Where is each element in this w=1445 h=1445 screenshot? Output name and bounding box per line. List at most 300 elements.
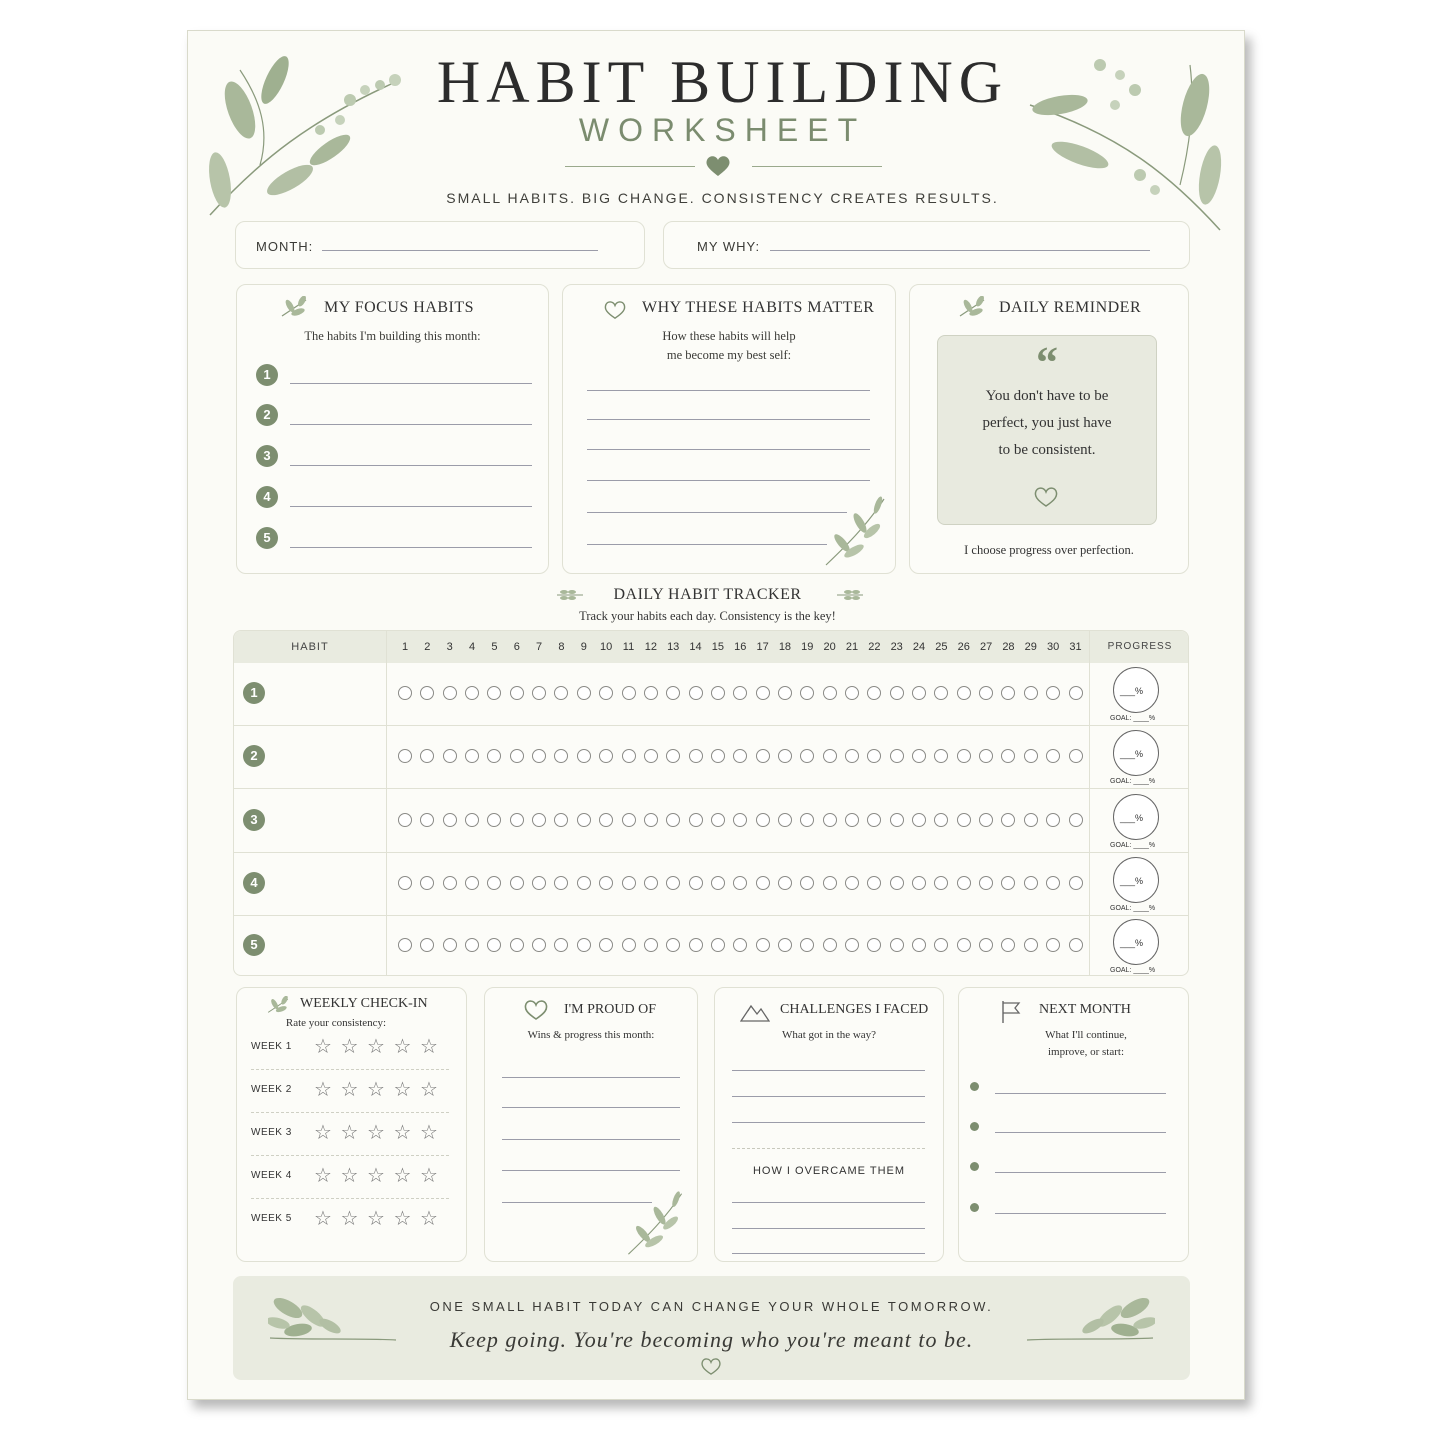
day-checkbox[interactable] [577, 813, 591, 827]
day-number: 6 [513, 641, 520, 653]
day-checkbox[interactable] [957, 813, 971, 827]
progress-column-header: PROGRESS [1107, 641, 1173, 652]
day-checkbox[interactable] [957, 749, 971, 763]
challenges-line[interactable] [732, 1122, 925, 1123]
divider-left [565, 166, 695, 167]
day-checkbox[interactable] [912, 938, 926, 952]
focus-habit-line[interactable] [290, 547, 532, 548]
rating-star-icon[interactable]: ☆ [420, 1120, 438, 1144]
day-checkbox[interactable] [532, 876, 546, 890]
day-checkbox[interactable] [912, 686, 926, 700]
focus-habit-line[interactable] [290, 506, 532, 507]
day-checkbox[interactable] [644, 876, 658, 890]
focus-habit-number: 1 [256, 364, 278, 386]
row-divider [234, 852, 1189, 853]
habit-row-number: 2 [243, 745, 265, 767]
day-checkbox[interactable] [756, 686, 770, 700]
proud-of-line[interactable] [502, 1170, 680, 1171]
habit-row-number: 5 [243, 934, 265, 956]
habit-name-cell[interactable] [274, 869, 379, 897]
page-title: HABIT BUILDING [436, 49, 1009, 115]
day-checkbox[interactable] [800, 749, 814, 763]
day-checkbox[interactable] [644, 813, 658, 827]
progress-percent: ___% [1120, 749, 1144, 759]
rating-star-icon[interactable]: ☆ [393, 1120, 412, 1144]
heart-outline-icon [1033, 486, 1059, 508]
month-input-line[interactable] [322, 250, 598, 251]
day-number: 21 [845, 641, 859, 653]
day-checkbox[interactable] [800, 813, 814, 827]
heart-outline-icon [603, 300, 627, 320]
day-checkbox[interactable] [934, 813, 948, 827]
day-checkbox[interactable] [733, 813, 747, 827]
day-number: 2 [424, 641, 431, 653]
day-checkbox[interactable] [733, 938, 747, 952]
day-checkbox[interactable] [487, 876, 501, 890]
day-checkbox[interactable] [1069, 686, 1083, 700]
rating-star-icon[interactable]: ☆ [420, 1034, 438, 1058]
day-checkbox[interactable] [1069, 813, 1083, 827]
day-number: 19 [801, 641, 814, 653]
day-checkbox[interactable] [622, 749, 636, 763]
next-month-line[interactable] [995, 1132, 1166, 1133]
day-checkbox[interactable] [867, 876, 881, 890]
weekly-checkin-title: WEEKLY CHECK-IN [300, 996, 428, 1011]
habit-tracker-table [233, 630, 1189, 976]
day-checkbox[interactable] [756, 813, 770, 827]
day-checkbox[interactable] [756, 876, 770, 890]
row-divider [234, 725, 1189, 726]
rating-star-icon[interactable]: ☆ [314, 1077, 332, 1101]
day-checkbox[interactable] [823, 749, 837, 763]
week-divider [251, 1155, 449, 1156]
focus-habit-number: 2 [256, 404, 278, 426]
day-number: 7 [536, 641, 543, 653]
day-checkbox[interactable] [1024, 938, 1038, 952]
week-divider [251, 1112, 449, 1113]
day-number: 15 [711, 641, 725, 653]
day-checkbox[interactable] [599, 876, 613, 890]
day-number: 31 [1069, 641, 1082, 653]
proud-of-line[interactable] [502, 1107, 680, 1108]
day-checkbox[interactable] [577, 876, 591, 890]
day-number: 22 [868, 641, 881, 653]
day-number: 14 [689, 641, 702, 653]
day-number: 24 [912, 641, 926, 653]
rating-star-icon[interactable]: ☆ [393, 1077, 412, 1101]
day-checkbox[interactable] [845, 813, 859, 827]
day-checkbox[interactable] [823, 876, 837, 890]
day-checkbox[interactable] [845, 749, 859, 763]
next-month-bullet [970, 1162, 979, 1171]
footer-caps-text: ONE SMALL HABIT TODAY CAN CHANGE YOUR WHOLE TOMORROW. [429, 1299, 994, 1314]
focus-habit-line[interactable] [290, 383, 532, 384]
day-checkbox[interactable] [689, 749, 703, 763]
day-number: 12 [644, 641, 657, 653]
overcame-label: HOW I OVERCAME THEM [752, 1165, 906, 1177]
day-number: 29 [1024, 641, 1037, 653]
rating-star-icon[interactable]: ☆ [420, 1163, 438, 1187]
day-checkbox[interactable] [934, 749, 948, 763]
day-checkbox[interactable] [778, 749, 792, 763]
day-checkbox[interactable] [420, 813, 434, 827]
day-checkbox[interactable] [1046, 749, 1060, 763]
day-checkbox[interactable] [845, 876, 859, 890]
week-label: WEEK 5 [251, 1213, 292, 1224]
day-checkbox[interactable] [800, 938, 814, 952]
day-checkbox[interactable] [622, 813, 636, 827]
day-number: 5 [491, 641, 498, 653]
day-checkbox[interactable] [420, 686, 434, 700]
mountain-icon [740, 1002, 770, 1022]
day-checkbox[interactable] [890, 813, 904, 827]
day-checkbox[interactable] [398, 876, 412, 890]
rating-star-icon[interactable]: ☆ [367, 1206, 385, 1230]
day-checkbox[interactable] [1069, 749, 1083, 763]
footer-script-text: Keep going. You're becoming who you're meant to be. [449, 1327, 974, 1352]
focus-habits-title: MY FOCUS HABITS [324, 299, 475, 316]
day-checkbox[interactable] [666, 813, 680, 827]
week-divider [251, 1069, 449, 1070]
tracker-title: DAILY HABIT TRACKER [613, 586, 802, 603]
day-checkbox[interactable] [465, 813, 479, 827]
day-checkbox[interactable] [1046, 938, 1060, 952]
day-checkbox[interactable] [510, 749, 524, 763]
day-checkbox[interactable] [1069, 876, 1083, 890]
focus-habit-line[interactable] [290, 465, 532, 466]
next-month-line[interactable] [995, 1213, 1166, 1214]
rating-star-icon[interactable]: ☆ [393, 1206, 412, 1230]
day-checkbox[interactable] [800, 686, 814, 700]
day-checkbox[interactable] [644, 686, 658, 700]
rating-star-icon[interactable]: ☆ [340, 1077, 359, 1101]
day-checkbox[interactable] [465, 749, 479, 763]
day-checkbox[interactable] [644, 749, 658, 763]
day-checkbox[interactable] [778, 876, 792, 890]
day-checkbox[interactable] [756, 938, 770, 952]
day-checkbox[interactable] [1024, 876, 1038, 890]
day-checkbox[interactable] [979, 876, 993, 890]
challenges-subtitle: What got in the way? [781, 1029, 877, 1041]
day-checkbox[interactable] [867, 938, 881, 952]
next-month-bullet [970, 1082, 979, 1091]
day-checkbox[interactable] [644, 938, 658, 952]
day-checkbox[interactable] [487, 938, 501, 952]
habit-row-number: 1 [243, 682, 265, 704]
day-checkbox[interactable] [1024, 686, 1038, 700]
day-checkbox[interactable] [957, 938, 971, 952]
row-divider [234, 915, 1189, 916]
rating-star-icon[interactable]: ☆ [420, 1077, 438, 1101]
rating-star-icon[interactable]: ☆ [340, 1034, 359, 1058]
progress-goal: GOAL: ____% [1110, 842, 1156, 849]
day-checkbox[interactable] [1046, 686, 1060, 700]
day-checkbox[interactable] [443, 813, 457, 827]
focus-habit-line[interactable] [290, 424, 532, 425]
day-checkbox[interactable] [554, 876, 568, 890]
day-checkbox[interactable] [1024, 813, 1038, 827]
day-checkbox[interactable] [689, 876, 703, 890]
day-checkbox[interactable] [465, 686, 479, 700]
proud-of-title: I'M PROUD OF [564, 1002, 656, 1017]
progress-percent: ___% [1120, 876, 1144, 886]
month-label: MONTH: [256, 239, 314, 254]
day-checkbox[interactable] [532, 749, 546, 763]
rating-star-icon[interactable]: ☆ [314, 1034, 332, 1058]
day-checkbox[interactable] [599, 938, 613, 952]
day-checkbox[interactable] [622, 686, 636, 700]
day-checkbox[interactable] [666, 686, 680, 700]
overcame-line[interactable] [732, 1228, 925, 1229]
day-checkbox[interactable] [1001, 749, 1015, 763]
habit-row-number: 4 [243, 872, 265, 894]
day-number: 20 [823, 641, 836, 653]
rating-star-icon[interactable]: ☆ [340, 1120, 359, 1144]
rating-star-icon[interactable]: ☆ [367, 1120, 385, 1144]
day-checkbox[interactable] [823, 686, 837, 700]
day-checkbox[interactable] [890, 749, 904, 763]
day-checkbox[interactable] [398, 686, 412, 700]
overcame-line[interactable] [732, 1253, 925, 1254]
day-checkbox[interactable] [934, 938, 948, 952]
sprig-icon [958, 296, 986, 318]
proud-of-line[interactable] [502, 1077, 680, 1078]
day-checkbox[interactable] [778, 938, 792, 952]
day-number: 16 [734, 641, 747, 653]
day-checkbox[interactable] [733, 876, 747, 890]
day-checkbox[interactable] [711, 938, 725, 952]
day-checkbox[interactable] [823, 938, 837, 952]
challenges-divider [732, 1148, 925, 1149]
quote-line-2: perfect, you just have [982, 415, 1112, 431]
day-checkbox[interactable] [689, 686, 703, 700]
day-checkbox[interactable] [912, 813, 926, 827]
day-checkbox[interactable] [733, 749, 747, 763]
day-checkbox[interactable] [778, 686, 792, 700]
day-checkbox[interactable] [577, 749, 591, 763]
day-checkbox[interactable] [778, 813, 792, 827]
laurel-right-icon [835, 588, 865, 602]
day-number: 9 [580, 641, 587, 653]
day-checkbox[interactable] [443, 938, 457, 952]
progress-goal: GOAL: ____% [1110, 905, 1156, 912]
day-checkbox[interactable] [890, 876, 904, 890]
day-checkbox[interactable] [420, 938, 434, 952]
day-checkbox[interactable] [510, 876, 524, 890]
day-checkbox[interactable] [1001, 686, 1015, 700]
day-checkbox[interactable] [867, 749, 881, 763]
day-checkbox[interactable] [398, 813, 412, 827]
day-checkbox[interactable] [1001, 876, 1015, 890]
rating-star-icon[interactable]: ☆ [393, 1163, 412, 1187]
day-checkbox[interactable] [443, 686, 457, 700]
proud-of-subtitle: Wins & progress this month: [527, 1029, 655, 1041]
rating-star-icon[interactable]: ☆ [340, 1206, 359, 1230]
progress-percent: ___% [1120, 813, 1144, 823]
day-checkbox[interactable] [934, 686, 948, 700]
day-checkbox[interactable] [398, 938, 412, 952]
day-number: 18 [778, 641, 792, 653]
day-checkbox[interactable] [420, 749, 434, 763]
week-label: WEEK 4 [251, 1170, 292, 1181]
day-checkbox[interactable] [1024, 749, 1038, 763]
weekly-checkin-subtitle: Rate your consistency: [285, 1017, 387, 1029]
day-checkbox[interactable] [867, 813, 881, 827]
leaf-sprig-icon [622, 1190, 688, 1256]
day-checkbox[interactable] [532, 686, 546, 700]
day-checkbox[interactable] [934, 876, 948, 890]
focus-habit-number: 3 [256, 445, 278, 467]
day-checkbox[interactable] [599, 686, 613, 700]
week-label: WEEK 1 [251, 1041, 292, 1052]
day-checkbox[interactable] [554, 813, 568, 827]
rating-star-icon[interactable]: ☆ [340, 1163, 359, 1187]
day-checkbox[interactable] [1046, 876, 1060, 890]
rating-star-icon[interactable]: ☆ [393, 1034, 412, 1058]
day-number: 4 [468, 641, 476, 653]
day-checkbox[interactable] [890, 938, 904, 952]
day-checkbox[interactable] [487, 686, 501, 700]
day-checkbox[interactable] [689, 813, 703, 827]
why-matter-line[interactable] [587, 544, 827, 545]
day-checkbox[interactable] [912, 749, 926, 763]
day-checkbox[interactable] [532, 938, 546, 952]
next-month-line[interactable] [995, 1093, 1166, 1094]
day-checkbox[interactable] [711, 813, 725, 827]
quote-line-3: to be consistent. [998, 442, 1096, 458]
day-checkbox[interactable] [510, 686, 524, 700]
day-checkbox[interactable] [979, 749, 993, 763]
rating-star-icon[interactable]: ☆ [314, 1163, 332, 1187]
day-checkbox[interactable] [420, 876, 434, 890]
day-checkbox[interactable] [845, 938, 859, 952]
day-checkbox[interactable] [957, 876, 971, 890]
day-checkbox[interactable] [867, 686, 881, 700]
day-checkbox[interactable] [532, 813, 546, 827]
day-number: 3 [446, 641, 453, 653]
day-checkbox[interactable] [711, 686, 725, 700]
progress-goal: GOAL: ____% [1110, 778, 1156, 785]
rating-star-icon[interactable]: ☆ [367, 1163, 385, 1187]
day-checkbox[interactable] [711, 876, 725, 890]
day-checkbox[interactable] [577, 686, 591, 700]
habit-name-cell[interactable] [274, 679, 379, 707]
sprig-icon [280, 296, 308, 318]
day-checkbox[interactable] [756, 749, 770, 763]
day-checkbox[interactable] [979, 686, 993, 700]
why-matter-line[interactable] [587, 390, 870, 391]
day-checkbox[interactable] [465, 938, 479, 952]
day-checkbox[interactable] [599, 749, 613, 763]
progress-percent: ___% [1120, 938, 1144, 948]
rating-star-icon[interactable]: ☆ [367, 1034, 385, 1058]
day-checkbox[interactable] [599, 813, 613, 827]
day-checkbox[interactable] [487, 813, 501, 827]
reminder-caption: I choose progress over perfection. [964, 543, 1134, 557]
day-number: 17 [756, 641, 769, 653]
next-month-title: NEXT MONTH [1039, 1002, 1131, 1017]
day-checkbox[interactable] [823, 813, 837, 827]
challenges-line[interactable] [732, 1070, 925, 1071]
overcame-line[interactable] [732, 1202, 925, 1203]
day-checkbox[interactable] [398, 749, 412, 763]
week-divider [251, 1198, 449, 1199]
day-checkbox[interactable] [666, 938, 680, 952]
page-subtitle: WORKSHEET [578, 112, 867, 148]
day-checkbox[interactable] [890, 686, 904, 700]
habit-name-cell[interactable] [274, 806, 379, 834]
day-checkbox[interactable] [510, 813, 524, 827]
rating-star-icon[interactable]: ☆ [314, 1120, 332, 1144]
day-checkbox[interactable] [510, 938, 524, 952]
week-label: WEEK 2 [251, 1084, 292, 1095]
sprig-icon [266, 996, 290, 1014]
why-matter-line[interactable] [587, 419, 870, 420]
habit-name-cell[interactable] [274, 742, 379, 770]
habit-name-cell[interactable] [274, 931, 379, 959]
next-month-line[interactable] [995, 1172, 1166, 1173]
day-checkbox[interactable] [666, 749, 680, 763]
day-checkbox[interactable] [666, 876, 680, 890]
day-checkbox[interactable] [1069, 938, 1083, 952]
day-checkbox[interactable] [800, 876, 814, 890]
day-number: 28 [1002, 641, 1015, 653]
day-checkbox[interactable] [577, 938, 591, 952]
day-number: 10 [600, 641, 613, 653]
rating-star-icon[interactable]: ☆ [314, 1206, 332, 1230]
day-number: 26 [957, 641, 970, 653]
next-month-subtitle-2: improve, or start: [1047, 1046, 1125, 1058]
tracker-subtitle: Track your habits each day. Consistency is the key! [579, 609, 836, 623]
day-checkbox[interactable] [912, 876, 926, 890]
day-checkbox[interactable] [957, 686, 971, 700]
why-input-line[interactable] [770, 250, 1150, 251]
day-checkbox[interactable] [554, 938, 568, 952]
challenges-line[interactable] [732, 1096, 925, 1097]
why-matter-line[interactable] [587, 512, 847, 513]
day-number: 8 [558, 641, 565, 653]
day-checkbox[interactable] [465, 876, 479, 890]
challenges-title: CHALLENGES I FACED [780, 1002, 929, 1017]
day-checkbox[interactable] [845, 686, 859, 700]
why-matter-line[interactable] [587, 449, 870, 450]
day-checkbox[interactable] [554, 749, 568, 763]
day-checkbox[interactable] [554, 686, 568, 700]
why-matter-line[interactable] [587, 480, 870, 481]
day-checkbox[interactable] [1001, 813, 1015, 827]
next-month-bullet [970, 1203, 979, 1212]
day-checkbox[interactable] [1046, 813, 1060, 827]
proud-of-line[interactable] [502, 1139, 680, 1140]
day-checkbox[interactable] [1001, 938, 1015, 952]
day-checkbox[interactable] [487, 749, 501, 763]
rating-star-icon[interactable]: ☆ [420, 1206, 438, 1230]
day-checkbox[interactable] [979, 938, 993, 952]
why-label: MY WHY: [697, 239, 761, 254]
day-checkbox[interactable] [443, 749, 457, 763]
rating-star-icon[interactable]: ☆ [367, 1077, 385, 1101]
day-number: 23 [890, 641, 903, 653]
day-checkbox[interactable] [979, 813, 993, 827]
heart-outline-icon [700, 1357, 722, 1376]
day-checkbox[interactable] [622, 876, 636, 890]
day-checkbox[interactable] [733, 686, 747, 700]
day-checkbox[interactable] [711, 749, 725, 763]
heart-outline-icon [523, 999, 549, 1021]
day-checkbox[interactable] [443, 876, 457, 890]
day-checkbox[interactable] [689, 938, 703, 952]
day-checkbox[interactable] [622, 938, 636, 952]
